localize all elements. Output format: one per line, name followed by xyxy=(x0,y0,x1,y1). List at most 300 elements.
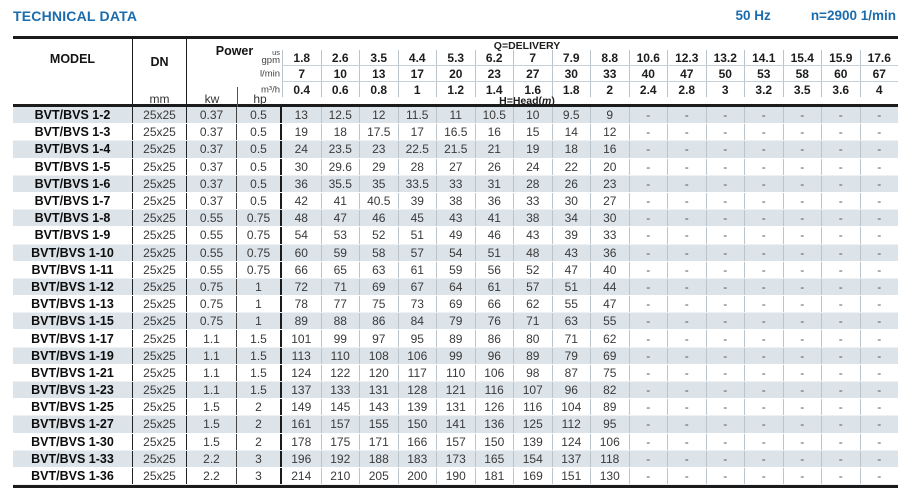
flow-header-cell: 14.1 xyxy=(744,50,783,65)
flow-header-cell: 53 xyxy=(744,66,783,81)
head-value-cell: - xyxy=(744,348,783,364)
head-value-cell: - xyxy=(821,468,860,484)
table-header xyxy=(13,36,898,107)
head-value-cell: 49 xyxy=(436,227,475,243)
head-value-cell: 99 xyxy=(436,348,475,364)
head-value-cell: - xyxy=(821,107,860,123)
table-row xyxy=(13,348,898,365)
model-cell: BVT/BVS 1-7 xyxy=(13,193,133,209)
head-value-cell: - xyxy=(706,124,745,140)
head-value-cell: 95 xyxy=(398,330,437,346)
head-value-cell: 41 xyxy=(321,193,360,209)
model-cell: BVT/BVS 1-3 xyxy=(13,124,133,140)
hp-cell: 0.5 xyxy=(237,159,282,175)
head-value-cell: - xyxy=(821,279,860,295)
head-value-cell: - xyxy=(860,124,899,140)
head-value-cell: 106 xyxy=(398,348,437,364)
flow-header-cell: 4 xyxy=(860,82,899,97)
head-value-cell: 98 xyxy=(513,365,552,381)
kw-unit-label: kw xyxy=(204,92,220,106)
head-value-cell: - xyxy=(783,296,822,312)
head-value-cell: 139 xyxy=(398,399,437,415)
dn-cell: 25x25 xyxy=(133,313,187,329)
head-value-cell: 12.5 xyxy=(321,107,360,123)
head-value-cell: - xyxy=(783,159,822,175)
dn-cell: 25x25 xyxy=(133,399,187,415)
head-value-cell: 59 xyxy=(321,245,360,261)
head-value-cell: - xyxy=(629,313,668,329)
head-value-cell: 39 xyxy=(398,193,437,209)
flow-header-cell: 40 xyxy=(629,66,668,81)
head-value-cell: - xyxy=(744,159,783,175)
head-value-cell: 63 xyxy=(552,313,591,329)
flow-header-cell: 1 xyxy=(398,82,437,97)
model-cell: BVT/BVS 1-11 xyxy=(13,262,133,278)
flow-header-cell: 3 xyxy=(706,82,745,97)
hp-cell: 3 xyxy=(237,468,282,484)
model-cell: BVT/BVS 1-21 xyxy=(13,365,133,381)
head-value-cell: 161 xyxy=(291,417,312,432)
head-value-cell: - xyxy=(744,399,783,415)
head-value-cell: 31 xyxy=(475,176,514,192)
head-value-cell: 89 xyxy=(513,348,552,364)
head-value-cell: 41 xyxy=(475,210,514,226)
flow-row-lmin xyxy=(259,65,898,81)
flow-header-cell: 3.2 xyxy=(744,82,783,97)
head-value-cell: 205 xyxy=(359,468,398,484)
flow-header-cell: 33 xyxy=(590,66,629,81)
flow-header-cell: 1.8 xyxy=(282,50,321,65)
head-value-cell: 200 xyxy=(398,468,437,484)
dn-cell: 25x25 xyxy=(133,141,187,157)
head-value-cell: 78 xyxy=(294,297,308,312)
kw-cell: 0.37 xyxy=(187,141,237,157)
head-value-cell: 210 xyxy=(321,468,360,484)
head-value-cell: - xyxy=(860,468,899,484)
head-value-cell: 16 xyxy=(475,124,514,140)
head-value-cell: - xyxy=(629,193,668,209)
flow-header-cell: 3.5 xyxy=(359,50,398,65)
head-value-cell: - xyxy=(667,159,706,175)
head-value-cell: 75 xyxy=(590,365,629,381)
hp-cell: 1.5 xyxy=(237,330,282,346)
table-row xyxy=(13,451,898,468)
head-value-cell: - xyxy=(667,227,706,243)
head-value-cell: - xyxy=(783,451,822,467)
head-value-cell: - xyxy=(860,262,899,278)
flow-header-cell: 15.9 xyxy=(821,50,860,65)
hp-cell: 0.5 xyxy=(237,193,282,209)
dn-cell: 25x25 xyxy=(133,279,187,295)
head-value-cell: - xyxy=(783,313,822,329)
kw-cell: 0.55 xyxy=(187,245,237,261)
head-value-cell: - xyxy=(706,330,745,346)
head-value-cell: - xyxy=(667,124,706,140)
head-value-cell: 51 xyxy=(398,227,437,243)
head-value-cell: 149 xyxy=(291,400,312,415)
head-value-cell: 178 xyxy=(291,434,312,449)
flow-header-cell: 0.8 xyxy=(359,82,398,97)
head-value-cell: 9 xyxy=(590,107,629,123)
speed-label: n=2900 1/min xyxy=(810,8,896,23)
dn-cell: 25x25 xyxy=(133,416,187,432)
head-value-cell: 27 xyxy=(436,159,475,175)
model-cell: BVT/BVS 1-23 xyxy=(13,382,133,398)
flow-unit-label: us gpm xyxy=(261,47,280,67)
head-value-cell: 196 xyxy=(291,451,312,466)
kw-cell: 0.75 xyxy=(187,313,237,329)
dn-cell: 25x25 xyxy=(133,124,187,140)
flow-header-cell: 4.4 xyxy=(398,50,437,65)
kw-cell: 1.1 xyxy=(187,365,237,381)
head-value-cell: - xyxy=(629,451,668,467)
head-value-cell: 36 xyxy=(475,193,514,209)
head-value-cell: - xyxy=(667,382,706,398)
head-value-cell: 69 xyxy=(436,296,475,312)
head-value-cell: 112 xyxy=(552,416,591,432)
head-value-cell: 192 xyxy=(321,451,360,467)
head-value-cell: 86 xyxy=(475,330,514,346)
table-row xyxy=(13,399,898,416)
hp-cell: 3 xyxy=(237,451,282,467)
dn-cell: 25x25 xyxy=(133,365,187,381)
head-value-cell: - xyxy=(706,348,745,364)
dn-cell: 25x25 xyxy=(133,451,187,467)
head-value-cell: - xyxy=(783,262,822,278)
head-value-cell: - xyxy=(860,210,899,226)
head-value-cell: - xyxy=(744,107,783,123)
head-value-cell: - xyxy=(860,399,899,415)
head-value-cell: - xyxy=(744,279,783,295)
hp-cell: 1 xyxy=(237,313,282,329)
model-cell: BVT/BVS 1-4 xyxy=(13,141,133,157)
head-value-cell: - xyxy=(860,330,899,346)
head-value-cell: 12 xyxy=(359,107,398,123)
head-value-cell: 39 xyxy=(552,227,591,243)
flow-header-cell: 6.2 xyxy=(475,50,514,65)
head-value-cell: 62 xyxy=(590,330,629,346)
model-column-header: MODEL xyxy=(13,39,133,107)
head-value-cell: 43 xyxy=(436,210,475,226)
head-value-cell: 137 xyxy=(291,383,312,398)
head-value-cell: 42 xyxy=(294,194,308,209)
head-value-cell: 46 xyxy=(359,210,398,226)
head-value-cell: - xyxy=(821,176,860,192)
head-value-cell: 9.5 xyxy=(552,107,591,123)
head-value-cell: 190 xyxy=(436,468,475,484)
kw-cell: 0.37 xyxy=(187,193,237,209)
head-value-cell: 33 xyxy=(436,176,475,192)
table-row xyxy=(13,227,898,244)
head-value-cell: 117 xyxy=(398,365,437,381)
head-value-cell: 65 xyxy=(321,262,360,278)
model-cell: BVT/BVS 1-9 xyxy=(13,227,133,243)
flow-header-cell: 67 xyxy=(860,66,899,81)
head-value-cell: - xyxy=(821,159,860,175)
dn-cell: 25x25 xyxy=(133,210,187,226)
hp-cell: 0.75 xyxy=(237,245,282,261)
head-value-cell: - xyxy=(667,193,706,209)
table-row xyxy=(13,296,898,313)
head-value-cell: 106 xyxy=(475,365,514,381)
head-value-cell: 151 xyxy=(552,468,591,484)
head-value-cell: 30 xyxy=(294,159,308,174)
head-value-cell: 16.5 xyxy=(436,124,475,140)
head-value-cell: 183 xyxy=(398,451,437,467)
dn-cell: 25x25 xyxy=(133,434,187,450)
head-value-cell: 67 xyxy=(398,279,437,295)
head-value-cell: 23 xyxy=(359,141,398,157)
head-value-cell: 56 xyxy=(475,262,514,278)
head-value-cell: 101 xyxy=(291,331,312,346)
head-value-cell: 28 xyxy=(398,159,437,175)
head-value-cell: 43 xyxy=(552,245,591,261)
head-value-cell: 55 xyxy=(552,296,591,312)
head-value-cell: - xyxy=(821,348,860,364)
head-value-cell: 58 xyxy=(359,245,398,261)
dn-cell: 25x25 xyxy=(133,330,187,346)
dn-cell: 25x25 xyxy=(133,176,187,192)
head-value-cell: - xyxy=(667,434,706,450)
kw-cell: 0.55 xyxy=(187,227,237,243)
flow-header-cell: 13.2 xyxy=(706,50,745,65)
head-value-cell: 10.5 xyxy=(475,107,514,123)
dn-unit-label: mm xyxy=(149,92,170,106)
head-value-cell: - xyxy=(629,296,668,312)
flow-header-cell: 1.2 xyxy=(436,82,475,97)
model-cell: BVT/BVS 1-13 xyxy=(13,296,133,312)
head-value-cell: 59 xyxy=(436,262,475,278)
model-cell: BVT/BVS 1-33 xyxy=(13,451,133,467)
head-value-cell: 136 xyxy=(475,416,514,432)
head-value-cell: 175 xyxy=(321,434,360,450)
head-value-cell: 87 xyxy=(552,365,591,381)
kw-cell: 1.1 xyxy=(187,348,237,364)
flow-header-cell: 27 xyxy=(513,66,552,81)
head-value-cell: - xyxy=(783,348,822,364)
head-value-cell: 77 xyxy=(321,296,360,312)
head-value-cell: - xyxy=(706,296,745,312)
head-value-cell: - xyxy=(629,124,668,140)
dn-cell: 25x25 xyxy=(133,107,187,123)
hp-cell: 1.5 xyxy=(237,365,282,381)
head-value-cell: - xyxy=(744,313,783,329)
head-value-cell: 124 xyxy=(552,434,591,450)
head-value-cell: 54 xyxy=(294,228,308,243)
head-value-cell: - xyxy=(821,296,860,312)
head-value-cell: - xyxy=(744,296,783,312)
head-value-cell: 23.5 xyxy=(321,141,360,157)
flow-header-cell: 50 xyxy=(706,66,745,81)
model-cell: BVT/BVS 1-2 xyxy=(13,107,133,123)
head-value-cell: - xyxy=(667,176,706,192)
head-value-cell: 95 xyxy=(590,416,629,432)
table-row xyxy=(13,193,898,210)
head-value-cell: - xyxy=(706,382,745,398)
head-value-cell: - xyxy=(629,245,668,261)
hp-cell: 0.5 xyxy=(237,141,282,157)
head-value-cell: 11 xyxy=(436,107,475,123)
hp-cell: 2 xyxy=(237,434,282,450)
head-value-cell: - xyxy=(821,313,860,329)
head-value-cell: 47 xyxy=(321,210,360,226)
head-value-cell: - xyxy=(629,210,668,226)
head-value-cell: 72 xyxy=(294,279,308,294)
flow-header-cell: 60 xyxy=(821,66,860,81)
head-value-cell: 40.5 xyxy=(359,193,398,209)
head-value-cell: 61 xyxy=(398,262,437,278)
head-value-cell: 54 xyxy=(436,245,475,261)
head-value-cell: - xyxy=(629,227,668,243)
head-value-cell: 97 xyxy=(359,330,398,346)
head-value-cell: - xyxy=(706,262,745,278)
kw-cell: 0.55 xyxy=(187,262,237,278)
head-value-cell: 28 xyxy=(513,176,552,192)
flow-header-cell: 1.4 xyxy=(475,82,514,97)
model-cell: BVT/BVS 1-17 xyxy=(13,330,133,346)
head-value-cell: 66 xyxy=(475,296,514,312)
head-value-cell: 104 xyxy=(552,399,591,415)
head-value-cell: - xyxy=(706,365,745,381)
head-value-cell: - xyxy=(706,227,745,243)
head-value-cell: 130 xyxy=(590,468,629,484)
head-value-cell: 44 xyxy=(590,279,629,295)
head-value-cell: - xyxy=(629,141,668,157)
dn-label: DN xyxy=(150,55,169,69)
head-value-cell: 110 xyxy=(321,348,360,364)
kw-cell: 1.5 xyxy=(187,399,237,415)
dn-cell: 25x25 xyxy=(133,245,187,261)
head-value-cell: 29 xyxy=(359,159,398,175)
head-value-cell: 14 xyxy=(552,124,591,140)
page-title: TECHNICAL DATA xyxy=(13,8,138,24)
head-value-cell: 13 xyxy=(294,108,308,123)
head-value-cell: 131 xyxy=(436,399,475,415)
head-value-cell: - xyxy=(821,416,860,432)
head-value-cell: - xyxy=(706,279,745,295)
dn-cell: 25x25 xyxy=(133,262,187,278)
kw-cell: 0.37 xyxy=(187,159,237,175)
flow-header-cell: 0.4 xyxy=(282,82,321,97)
head-value-cell: - xyxy=(744,365,783,381)
head-value-cell: 53 xyxy=(321,227,360,243)
head-value-cell: 165 xyxy=(475,451,514,467)
head-value-cell: - xyxy=(783,227,822,243)
head-value-cell: 48 xyxy=(513,245,552,261)
head-value-cell: - xyxy=(821,451,860,467)
head-value-cell: - xyxy=(629,382,668,398)
head-value-cell: 124 xyxy=(291,365,312,380)
kw-cell: 1.5 xyxy=(187,434,237,450)
head-value-cell: 62 xyxy=(513,296,552,312)
flow-header-cell: 3.5 xyxy=(783,82,822,97)
head-value-cell: - xyxy=(821,330,860,346)
kw-cell: 1.5 xyxy=(187,416,237,432)
head-value-cell: - xyxy=(706,245,745,261)
head-value-cell: - xyxy=(706,451,745,467)
head-value-cell: 71 xyxy=(552,330,591,346)
head-value-cell: - xyxy=(860,159,899,175)
flow-header-cell: 10 xyxy=(321,66,360,81)
head-value-cell: 173 xyxy=(436,451,475,467)
table-row xyxy=(13,262,898,279)
kw-cell: 0.37 xyxy=(187,124,237,140)
head-value-cell: - xyxy=(744,382,783,398)
head-value-cell: - xyxy=(744,193,783,209)
head-value-cell: - xyxy=(783,107,822,123)
head-value-cell: - xyxy=(629,468,668,484)
head-value-cell: - xyxy=(667,107,706,123)
hp-cell: 1.5 xyxy=(237,348,282,364)
head-value-cell: - xyxy=(821,365,860,381)
kw-cell: 2.2 xyxy=(187,451,237,467)
head-value-cell: - xyxy=(860,227,899,243)
head-value-cell: 47 xyxy=(590,296,629,312)
head-value-cell: - xyxy=(706,107,745,123)
flow-header-cell: 2.6 xyxy=(321,50,360,65)
head-value-cell: - xyxy=(667,399,706,415)
head-value-cell: - xyxy=(744,262,783,278)
head-value-cell: 116 xyxy=(475,382,514,398)
head-value-cell: - xyxy=(744,210,783,226)
head-value-cell: - xyxy=(629,279,668,295)
flow-header-cell: 1.8 xyxy=(552,82,591,97)
head-value-cell: 47 xyxy=(552,262,591,278)
head-value-cell: 60 xyxy=(294,245,308,260)
head-value-cell: 19 xyxy=(294,125,308,140)
flow-header-cell: 5.3 xyxy=(436,50,475,65)
head-value-cell: 137 xyxy=(552,451,591,467)
head-value-cell: 113 xyxy=(291,348,311,363)
dn-column-header xyxy=(133,39,187,107)
head-value-cell: 23 xyxy=(590,176,629,192)
table-row xyxy=(13,279,898,296)
table-row xyxy=(13,141,898,158)
head-value-cell: 76 xyxy=(475,313,514,329)
head-value-cell: 22 xyxy=(552,159,591,175)
head-value-cell: - xyxy=(667,141,706,157)
head-value-cell: 79 xyxy=(436,313,475,329)
delivery-label: Q=DELIVERY xyxy=(493,40,561,52)
table-row xyxy=(13,159,898,176)
head-value-cell: - xyxy=(783,176,822,192)
frequency-label: 50 Hz xyxy=(735,8,771,23)
hp-cell: 0.5 xyxy=(237,124,282,140)
head-value-cell: 20 xyxy=(590,159,629,175)
head-value-cell: 79 xyxy=(552,348,591,364)
head-value-cell: 155 xyxy=(359,416,398,432)
head-value-cell: 107 xyxy=(513,382,552,398)
power-label: Power xyxy=(215,44,254,58)
table-row xyxy=(13,416,898,433)
head-value-cell: 11.5 xyxy=(398,107,437,123)
model-cell: BVT/BVS 1-15 xyxy=(13,313,133,329)
flow-header-cell: 15.4 xyxy=(783,50,822,65)
head-value-cell: 143 xyxy=(359,399,398,415)
head-value-cell: - xyxy=(629,348,668,364)
head-value-cell: - xyxy=(783,193,822,209)
dn-cell: 25x25 xyxy=(133,227,187,243)
head-value-cell: 66 xyxy=(294,262,308,277)
head-value-cell: 128 xyxy=(398,382,437,398)
head-value-cell: 106 xyxy=(590,434,629,450)
head-value-cell: 26 xyxy=(475,159,514,175)
head-value-cell: - xyxy=(783,279,822,295)
table-row xyxy=(13,330,898,347)
head-value-cell: - xyxy=(667,348,706,364)
model-cell: BVT/BVS 1-30 xyxy=(13,434,133,450)
head-value-cell: - xyxy=(860,107,899,123)
